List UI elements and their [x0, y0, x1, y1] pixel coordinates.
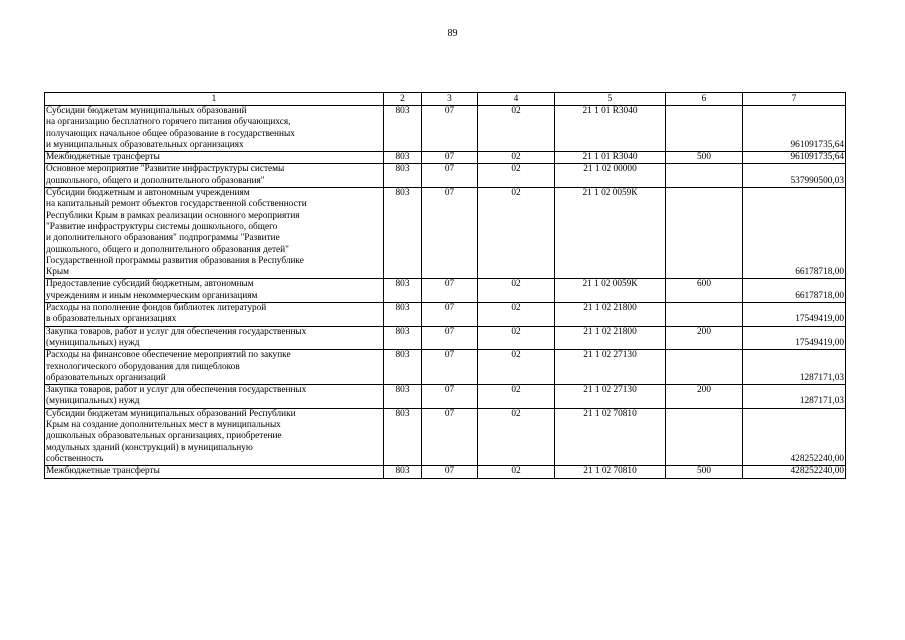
- admin-code-cell: 803: [384, 303, 422, 327]
- section-cell: 07: [422, 350, 478, 385]
- target-article-cell: 21 1 02 70810: [555, 408, 666, 465]
- target-article-cell: 21 1 01 R3040: [555, 152, 666, 164]
- amount-cell: 428252240,00: [743, 466, 846, 478]
- page-number: 89: [447, 28, 458, 39]
- row-name-cell: Субсидии бюджетам муниципальных образований Республики Крым на создание дополнительных мест в муниципальных дошкольных образовательных организациях, приобретение модульных зданий (конструкций) в муниципальную собственность: [45, 408, 384, 465]
- table-row: [45, 466, 846, 478]
- row-name-cell: Субсидии бюджетам муниципальных образований на организацию бесплатного горячего питания обучающихся, получающих начальное общее образование в государственных и муниципальных образовательных организациях: [45, 106, 384, 152]
- table-row: [45, 152, 846, 164]
- target-article-cell: 21 1 01 R3040: [555, 106, 666, 152]
- table-row: [45, 106, 846, 152]
- expense-type-cell: [666, 350, 743, 385]
- subsection-cell: 02: [478, 385, 555, 409]
- table-row: [45, 326, 846, 350]
- target-article-cell: 21 1 02 0059К: [555, 279, 666, 303]
- amount-cell: 17549419,00: [743, 303, 846, 327]
- budget-table: [44, 92, 846, 479]
- admin-code-cell: 803: [384, 350, 422, 385]
- table-row: [45, 188, 846, 279]
- admin-code-cell: 803: [384, 188, 422, 279]
- target-article-cell: 21 1 02 70810: [555, 466, 666, 478]
- row-name-cell: Межбюджетные трансферты: [45, 152, 384, 164]
- target-article-cell: 21 1 02 21800: [555, 303, 666, 327]
- column-header-3: 3: [422, 93, 478, 106]
- subsection-cell: 02: [478, 164, 555, 188]
- amount-cell: 17549419,00: [743, 326, 846, 350]
- target-article-cell: 21 1 02 21800: [555, 326, 666, 350]
- amount-cell: 961091735,64: [743, 152, 846, 164]
- subsection-cell: 02: [478, 408, 555, 465]
- row-name-cell: Закупка товаров, работ и услуг для обеспечения государственных (муниципальных) нужд: [45, 385, 384, 409]
- table-row: [45, 279, 846, 303]
- column-header-6: 6: [666, 93, 743, 106]
- admin-code-cell: 803: [384, 106, 422, 152]
- expense-type-cell: 200: [666, 326, 743, 350]
- section-cell: 07: [422, 466, 478, 478]
- admin-code-cell: 803: [384, 279, 422, 303]
- column-header-7: 7: [743, 93, 846, 106]
- column-header-2: 2: [384, 93, 422, 106]
- row-name-cell: Межбюджетные трансферты: [45, 466, 384, 478]
- target-article-cell: 21 1 02 27130: [555, 385, 666, 409]
- row-name-cell: Расходы на пополнение фондов библиотек литературой в образовательных организациях: [45, 303, 384, 327]
- amount-cell: 1287171,03: [743, 385, 846, 409]
- expense-type-cell: [666, 408, 743, 465]
- expense-type-cell: 500: [666, 466, 743, 478]
- row-name-cell: Субсидии бюджетным и автономным учреждениям на капитальный ремонт объектов государственной собственности Республики Крым в рамках реализации основного мероприятия "Развитие инфраструктуры системы дошкольного, общего и дополнительного образования" подпрограммы "Развитие дошкольного, общего и дополнительного образования детей" Государственной программы развития образования в Республике Крым: [45, 188, 384, 279]
- expense-type-cell: 200: [666, 385, 743, 409]
- section-cell: 07: [422, 164, 478, 188]
- amount-cell: 66178718,00: [743, 188, 846, 279]
- expense-type-cell: [666, 303, 743, 327]
- amount-cell: 66178718,00: [743, 279, 846, 303]
- row-name-cell: Расходы на финансовое обеспечение мероприятий по закупке технологического оборудования для пищеблоков образовательных организаций: [45, 350, 384, 385]
- amount-cell: 428252240,00: [743, 408, 846, 465]
- section-cell: 07: [422, 303, 478, 327]
- amount-cell: 537990500,03: [743, 164, 846, 188]
- amount-cell: 1287171,03: [743, 350, 846, 385]
- section-cell: 07: [422, 385, 478, 409]
- row-name-cell: Предоставление субсидий бюджетным, автономным учреждениям и иным некоммерческим организациям: [45, 279, 384, 303]
- table-header-row: [45, 93, 846, 106]
- section-cell: 07: [422, 408, 478, 465]
- expense-type-cell: [666, 164, 743, 188]
- section-cell: 07: [422, 279, 478, 303]
- table-row: [45, 408, 846, 465]
- subsection-cell: 02: [478, 279, 555, 303]
- target-article-cell: 21 1 02 0059К: [555, 188, 666, 279]
- section-cell: 07: [422, 106, 478, 152]
- table-body: [45, 106, 846, 479]
- admin-code-cell: 803: [384, 164, 422, 188]
- row-name-cell: Основное мероприятие "Развитие инфраструктуры системы дошкольного, общего и дополнительного образования": [45, 164, 384, 188]
- section-cell: 07: [422, 152, 478, 164]
- section-cell: 07: [422, 188, 478, 279]
- subsection-cell: 02: [478, 326, 555, 350]
- admin-code-cell: 803: [384, 152, 422, 164]
- subsection-cell: 02: [478, 188, 555, 279]
- subsection-cell: 02: [478, 350, 555, 385]
- subsection-cell: 02: [478, 106, 555, 152]
- table-row: [45, 164, 846, 188]
- target-article-cell: 21 1 02 27130: [555, 350, 666, 385]
- amount-cell: 961091735,64: [743, 106, 846, 152]
- admin-code-cell: 803: [384, 408, 422, 465]
- expense-type-cell: [666, 188, 743, 279]
- column-header-5: 5: [555, 93, 666, 106]
- expense-type-cell: 500: [666, 152, 743, 164]
- target-article-cell: 21 1 02 00000: [555, 164, 666, 188]
- subsection-cell: 02: [478, 466, 555, 478]
- subsection-cell: 02: [478, 152, 555, 164]
- expense-type-cell: [666, 106, 743, 152]
- column-header-1: 1: [45, 93, 384, 106]
- admin-code-cell: 803: [384, 385, 422, 409]
- admin-code-cell: 803: [384, 326, 422, 350]
- expense-type-cell: 600: [666, 279, 743, 303]
- section-cell: 07: [422, 326, 478, 350]
- subsection-cell: 02: [478, 303, 555, 327]
- table-row: [45, 350, 846, 385]
- table-row: [45, 303, 846, 327]
- row-name-cell: Закупка товаров, работ и услуг для обеспечения государственных (муниципальных) нужд: [45, 326, 384, 350]
- table-row: [45, 385, 846, 409]
- column-header-4: 4: [478, 93, 555, 106]
- admin-code-cell: 803: [384, 466, 422, 478]
